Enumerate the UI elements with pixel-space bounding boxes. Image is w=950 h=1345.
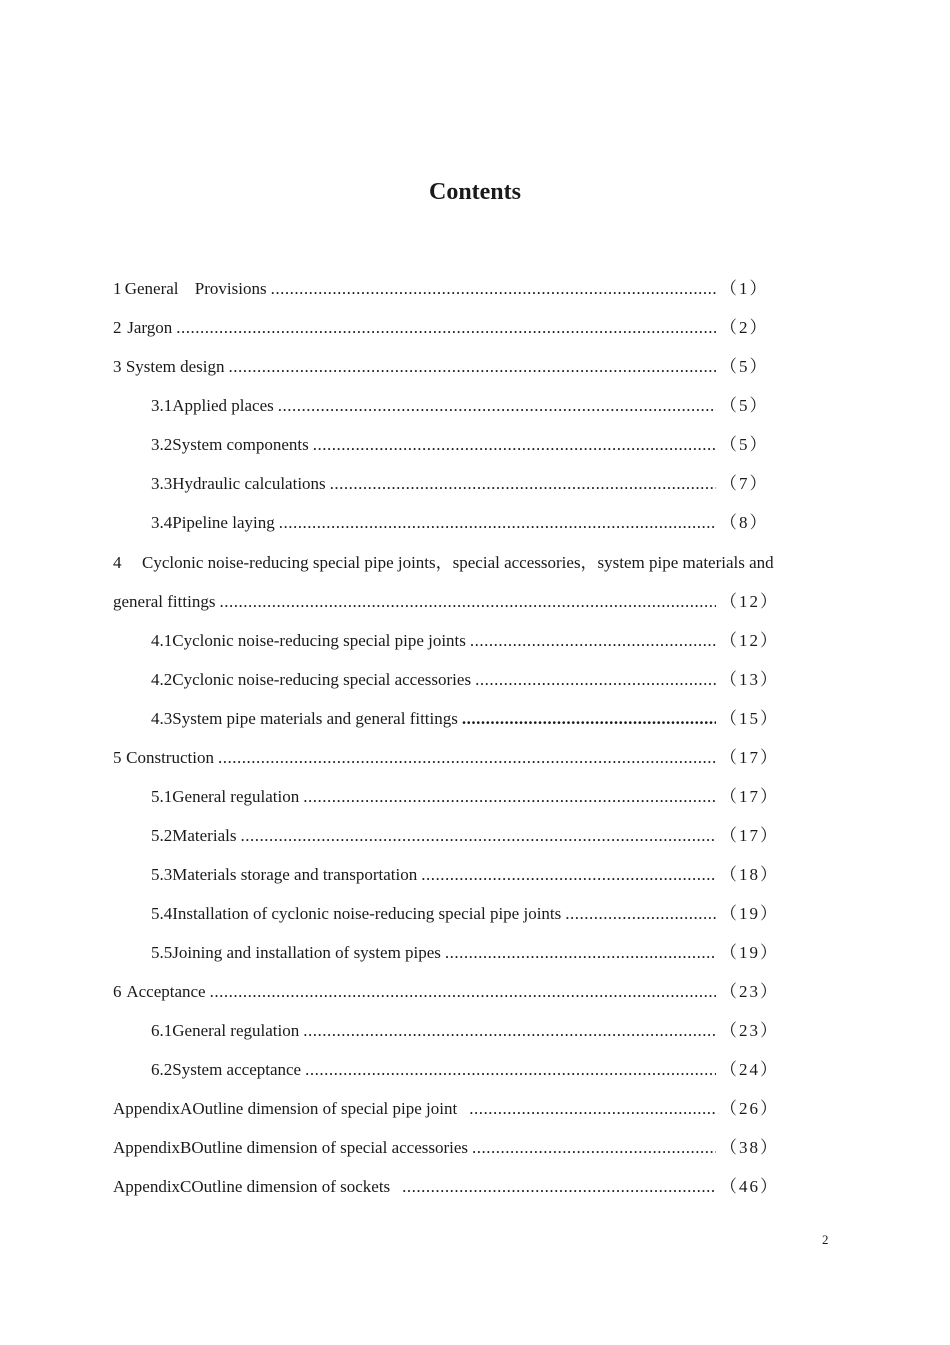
toc-leader [462,708,716,730]
toc-page: （17） [720,826,779,845]
toc-leader [271,278,716,300]
toc-entry-3-2[interactable] [151,434,768,456]
toc-number: 5 [113,748,122,767]
toc-leader [472,1137,716,1159]
toc-number: 5.3 [151,865,173,884]
toc-page: （19） [720,904,779,923]
toc-leader [402,1176,716,1198]
toc-entry-4-3[interactable] [151,708,779,730]
toc-page: （19） [720,943,779,962]
toc-entry-4-continuation[interactable] [113,591,779,613]
toc-leader [305,1059,716,1081]
toc-label: System pipe materials and general fittings [172,709,458,728]
toc-entry-3-3[interactable] [151,473,768,495]
toc-leader [218,747,716,769]
toc-label: Acceptance [126,982,206,1001]
toc-leader [445,942,716,964]
toc-label: General regulation [172,787,300,806]
toc-leader [219,591,716,613]
toc-number: 6.2 [151,1060,173,1079]
toc-appendix-a[interactable] [113,1098,779,1120]
toc-appendix-c[interactable] [113,1176,779,1198]
toc-number: 4 [113,553,122,572]
toc-number: 1 [113,279,122,298]
toc-number: 6 [113,982,122,1001]
toc-label: Joining and installation of system pipes [172,943,441,962]
toc-leader [210,981,716,1003]
toc-page: （5） [720,396,769,415]
toc-page: （5） [720,357,769,376]
toc-label: Outline dimension of sockets [191,1177,391,1196]
toc-leader [279,512,716,534]
toc-entry-3-4[interactable] [151,512,768,534]
appendix-letter: A [180,1099,193,1118]
appendix-letter: B [180,1138,192,1157]
toc-label: Pipeline laying [172,513,275,532]
toc-label: General Provisions [124,279,267,298]
toc-entry-4-1[interactable] [151,630,779,652]
toc-number: 4.1 [151,631,173,650]
page-title: Contents [428,179,521,205]
toc-label: Applied places [172,396,274,415]
toc-label: General regulation [172,1021,300,1040]
toc-number: 6.1 [151,1021,173,1040]
toc-label: Outline dimension of special accessories [191,1138,469,1157]
toc-page: （7） [720,474,769,493]
appendix-letter: C [180,1177,192,1196]
toc-leader [303,786,716,808]
toc-page: （12） [720,631,779,650]
toc-page: （23） [720,982,779,1001]
toc-page: （18） [720,865,779,884]
page-number: 2 [822,1232,829,1247]
toc-label: Cyclonic noise-reducing special accessories [172,670,472,689]
toc-page: （5） [720,435,769,454]
toc-entry-4-2[interactable] [151,669,779,691]
toc-leader [421,864,716,886]
toc-page: （46） [720,1177,779,1196]
toc-page: （2） [720,318,769,337]
toc-entry-5-3[interactable] [151,864,779,886]
toc-label: Materials storage and transportation [172,865,418,884]
toc-label: Hydraulic calculations [172,474,326,493]
toc-entry-1[interactable] [113,278,768,300]
toc-number: 5.4 [151,904,173,923]
toc-entry-5-5[interactable] [151,942,779,964]
toc-leader [469,1098,716,1120]
appendix-prefix: Appendix [113,1099,181,1118]
toc-number: 5.2 [151,826,173,845]
toc-label: Construction [126,748,214,767]
toc-entry-3-1[interactable] [151,395,768,417]
toc-leader [475,669,716,691]
toc-leader [565,903,716,925]
toc-entry-6-1[interactable] [151,1020,779,1042]
toc-label: System acceptance [172,1060,302,1079]
toc-entry-5-2[interactable] [151,825,779,847]
toc-page: （15） [720,709,779,728]
toc-entry-5[interactable] [113,747,779,769]
appendix-prefix: Appendix [113,1138,181,1157]
toc-page: （17） [720,787,779,806]
toc-number: 3.4 [151,513,173,532]
toc-page: （13） [720,670,779,689]
toc-leader [303,1020,716,1042]
toc-appendix-b[interactable] [113,1137,779,1159]
toc-number: 3 [113,357,122,376]
toc-label: Cyclonic noise-reducing special pipe joints [172,631,466,650]
toc-label: Outline dimension of special pipe joint [192,1099,458,1118]
toc-leader [313,434,716,456]
toc-entry-2[interactable] [113,317,768,339]
toc-leader [240,825,716,847]
toc-label: Cyclonic noise-reducing special pipe joints，special accessories，system pipe materials and [142,553,774,572]
toc-number: 3.2 [151,435,173,454]
toc-number: 3.3 [151,474,173,493]
toc-page: （23） [720,1021,779,1040]
toc-leader [229,356,716,378]
toc-leader [176,317,716,339]
toc-entry-5-4[interactable] [151,903,779,925]
toc-page: （26） [720,1099,779,1118]
toc-label: Jargon [127,318,173,337]
toc-number: 4.3 [151,709,173,728]
toc-leader [330,473,716,495]
toc-label: System components [172,435,309,454]
toc-number: 5.5 [151,943,173,962]
toc-entry-6-2[interactable] [151,1059,779,1081]
toc-entry-3[interactable] [113,356,768,378]
toc-number: 5.1 [151,787,173,806]
toc-label-continuation: general fittings [113,592,216,611]
toc-label: Materials [172,826,237,845]
toc-page: （38） [720,1138,779,1157]
toc-page: （17） [720,748,779,767]
toc-label: System design [125,357,225,376]
toc-number: 3.1 [151,396,173,415]
toc-number: 4.2 [151,670,173,689]
toc-label: Installation of cyclonic noise-reducing special pipe joints [172,904,562,923]
toc-leader [278,395,716,417]
appendix-prefix: Appendix [113,1177,181,1196]
toc-entry-4[interactable] [113,552,774,574]
toc-page: （12） [720,592,779,611]
toc-number: 2 [113,318,122,337]
toc-page: （8） [720,513,769,532]
toc-entry-5-1[interactable] [151,786,779,808]
toc-page: （1） [720,279,769,298]
toc-entry-6[interactable] [113,981,779,1003]
toc-page: （24） [720,1060,779,1079]
toc-leader [470,630,716,652]
